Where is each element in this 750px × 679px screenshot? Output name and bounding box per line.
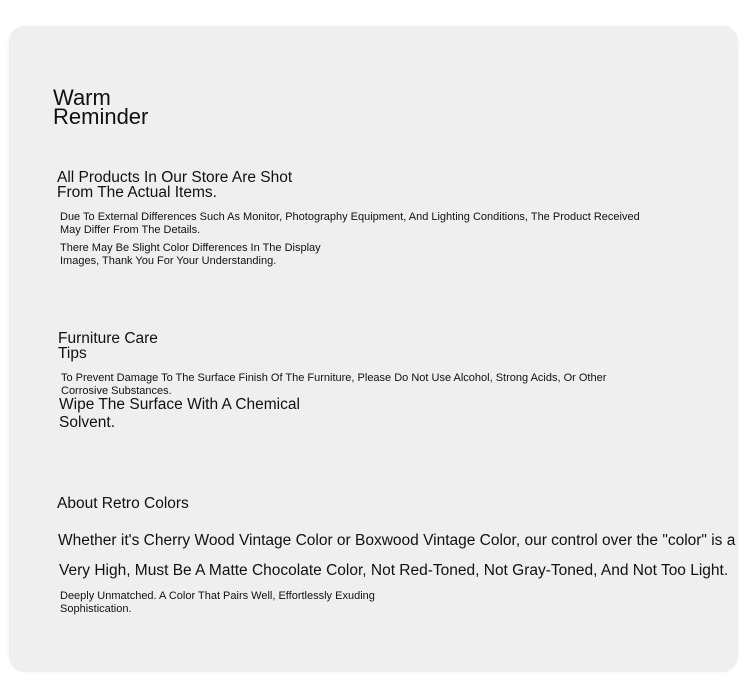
- care-paragraph-2: Wipe The Surface With A Chemical Solvent.: [59, 396, 300, 431]
- info-card: [9, 26, 738, 672]
- retro-line-2: Very High, Must Be A Matte Chocolate Color, Not Red-Toned, Not Gray-Toned, And Not Too Light.: [59, 562, 729, 579]
- warm-reminder-title: Warm Reminder: [53, 85, 149, 129]
- reminder-paragraph-2: There May Be Slight Color Differences In The Display Images, Thank You For Your Understanding.: [60, 242, 321, 267]
- products-heading: All Products In Our Store Are Shot From The Actual Items.: [57, 169, 293, 201]
- retro-paragraph: Deeply Unmatched. A Color That Pairs Well, Effortlessly Exuding Sophistication.: [60, 590, 375, 615]
- furniture-care-title: Furniture Care Tips: [58, 330, 158, 362]
- retro-colors-title: About Retro Colors: [57, 495, 189, 512]
- care-paragraph-1: To Prevent Damage To The Surface Finish Of The Furniture, Please Do Not Use Alcohol, Strong Acids, Or Other Corrosive Substances.: [61, 372, 607, 397]
- reminder-paragraph-1: Due To External Differences Such As Monitor, Photography Equipment, And Lighting Conditions, The Product Received May Differ From The Details.: [60, 211, 640, 236]
- retro-line-1: Whether it's Cherry Wood Vintage Color or Boxwood Vintage Color, our control over the "color" is a: [58, 532, 736, 549]
